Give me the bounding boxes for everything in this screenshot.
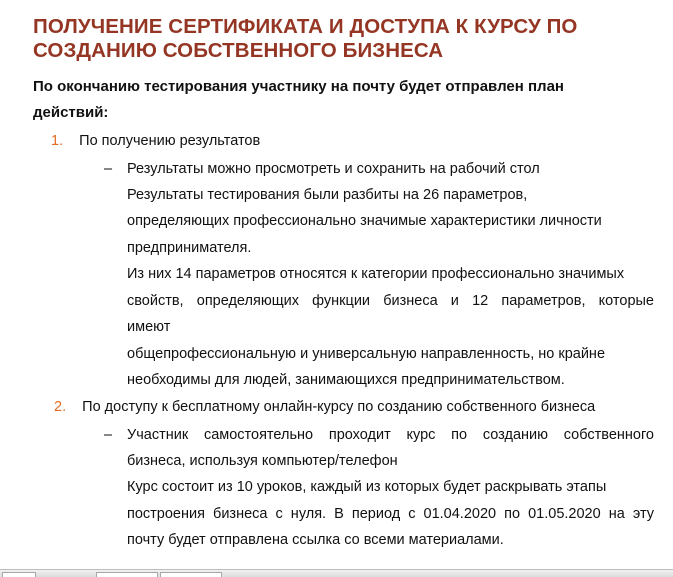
list-item-1-line-2: Результаты тестирования были разбиты на 26 параметров, [127, 187, 528, 203]
list-item-1-header [51, 132, 260, 150]
list-item-1-line-1: Результаты можно просмотреть и сохранить на рабочий стол [127, 161, 540, 177]
list-item-1-line-8: общепрофессиональную и универсальную направленность, но крайне [127, 346, 606, 362]
list-item-2-line-3: Курс состоит из 10 уроков, каждый из которых будет раскрывать этапы [127, 479, 607, 495]
intro-paragraph [33, 74, 653, 126]
list-item-1-line-5: Из них 14 параметров относятся к категории профессионально значимых [127, 266, 625, 282]
sheet-tab-2[interactable] [96, 572, 158, 577]
list-item-1-line-9: необходимы для людей, занимающихся предпринимательством. [127, 372, 565, 388]
list-item-1-title: По получению результатов [79, 133, 261, 149]
list-item-1-number: 1. [51, 133, 64, 149]
list-item-2-line-1: Участник самостоятельно проходит курс по созданию собственного [127, 427, 654, 443]
list-item-2-line-2: бизнеса, используя компьютер/телефон [127, 453, 398, 469]
list-item-1-line-3: определяющих профессионально значимые характеристики личности [127, 213, 602, 229]
list-item-2-title: По доступу к бесплатному онлайн-курсу по созданию собственного бизнеса [82, 399, 596, 415]
list-item-1-dash: – [104, 161, 113, 177]
sheet-tab-3[interactable] [160, 572, 222, 577]
intro-line-1: По окончанию тестирования участнику на почту будет отправлен план [33, 78, 564, 95]
page-title-line-2: СОЗДАНИЮ СОБСТВЕННОГО БИЗНЕСА [33, 38, 444, 62]
list-item-2-line-5: почту будет отправлена ссылка со всеми материалами. [127, 532, 504, 548]
list-item-2-number: 2. [54, 399, 67, 415]
sheet-tab-1[interactable] [2, 572, 36, 577]
intro-line-2: действий: [33, 104, 109, 121]
page-title [33, 15, 653, 62]
page-title-line-1: ПОЛУЧЕНИЕ СЕРТИФИКАТА И ДОСТУПА К КУРСУ ПО [33, 15, 578, 38]
list-item-1-line-7: имеют [127, 319, 171, 335]
list-item-2-line-4: построения бизнеса с нуля. В период с 01.04.2020 по 01.05.2020 на эту [127, 506, 654, 522]
list-item-2-dash: – [104, 427, 113, 443]
list-item-1-line-6: свойств, определяющих функции бизнеса и 12 параметров, которые [127, 293, 654, 309]
list-item-1-line-4: предпринимателя. [127, 240, 252, 256]
list-item-2-header [54, 398, 595, 416]
